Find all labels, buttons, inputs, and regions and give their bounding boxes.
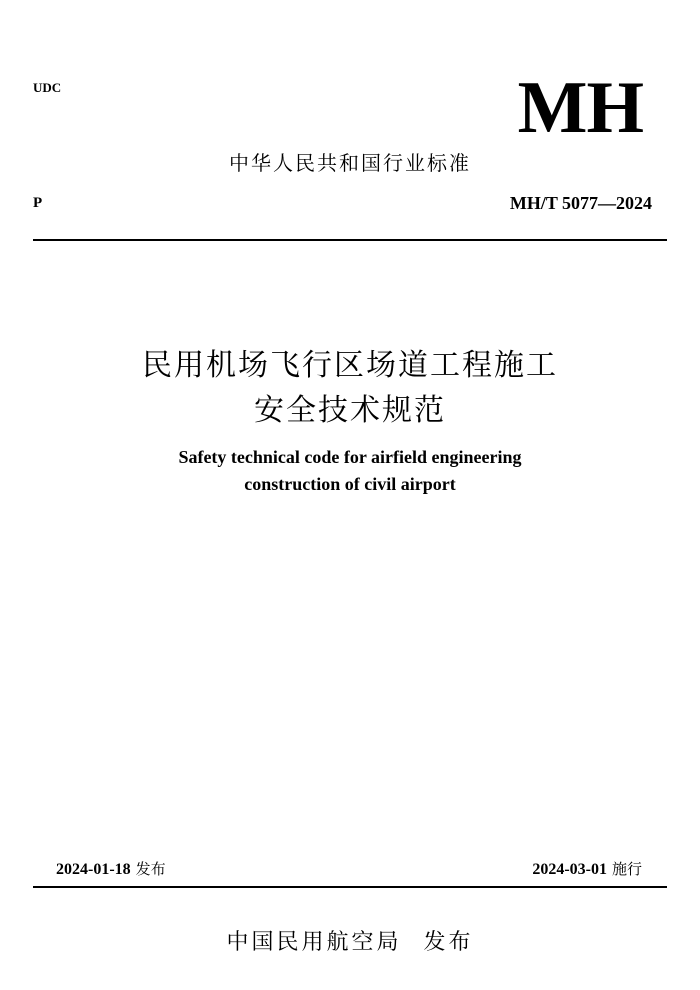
mh-logo: MH (517, 67, 643, 149)
standard-number: MH/T 5077—2024 (509, 193, 652, 213)
issuer-line (0, 925, 700, 956)
issue-label: 发布 (135, 860, 166, 878)
title-en-line-1: Safety technical code for airfield engineering (178, 447, 522, 467)
issue-date: 2024-01-18 (56, 861, 131, 878)
top-divider (33, 239, 667, 241)
title-en-line-2: construction of civil airport (244, 474, 456, 494)
issue-date-line (56, 858, 166, 879)
implement-label: 施行 (611, 860, 642, 878)
standard-category (0, 147, 700, 176)
standard-category-text: 中华人民共和国行业标准 (229, 151, 471, 175)
title-cn-line-2: 安全技术规范 (254, 393, 446, 428)
bottom-divider (33, 886, 667, 888)
issuer-name: 中国民用航空局 (226, 930, 402, 955)
implement-date-line (532, 858, 642, 879)
implement-date: 2024-03-01 (532, 861, 607, 878)
title-cn-line-1: 民用机场飞行区场道工程施工 (142, 348, 558, 383)
issuer-action: 发布 (423, 930, 474, 955)
classification-code: P (33, 195, 43, 211)
udc-label: UDC (33, 80, 62, 95)
